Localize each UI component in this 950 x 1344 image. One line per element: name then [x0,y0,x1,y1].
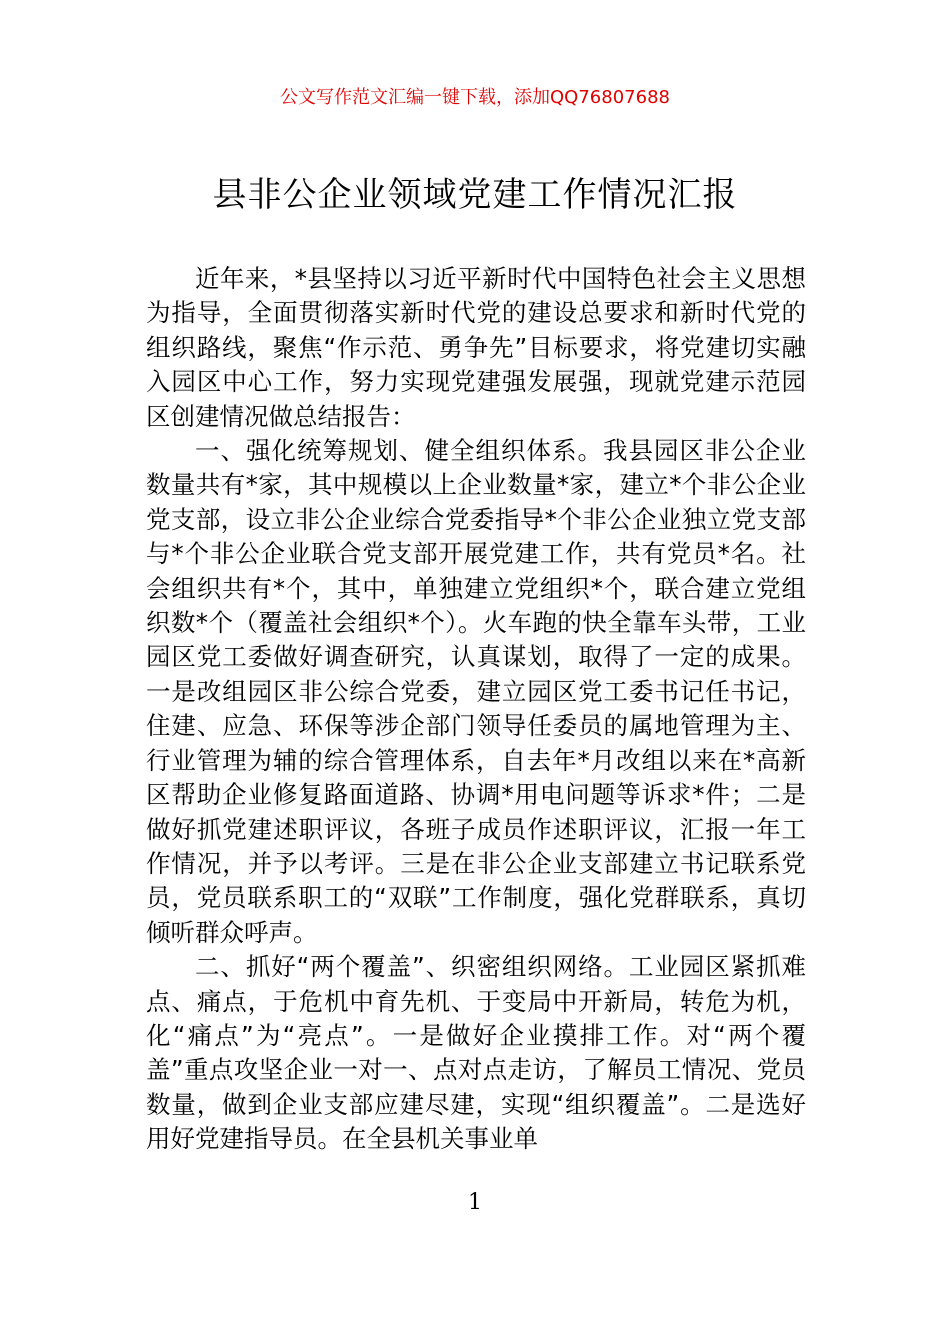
body-paragraph-section-two: 二、抓好“两个覆盖”、织密组织网络。工业园区紧抓难点、痛点，于危机中育先机、于变局中开新局，转危为机，化“痛点”为“亮点”。一是做好企业摸排工作。对“两个覆盖”重点攻坚企业一对一、点对点走访，了解员工情况、党员数量，做到企业支部应建尽建，实现“组织覆盖”。二是选好用好党建指导员。在全县机关事业单 [146,952,806,1154]
page-number: 1 [468,1190,482,1215]
body-paragraph-section-one: 一、强化统筹规划、健全组织体系。我县园区非公企业数量共有*家，其中规模以上企业数量*家，建立*个非公企业党支部，设立非公企业综合党委指导*个非公企业独立党支部与*个非公企业联合党支部开展党建工作，共有党员*名。社会组织共有*个，其中，单独建立党组织*个，联合建立党组织数*个（覆盖社会组织*个）。火车跑的快全靠车头带，工业园区党工委做好调查研究，认真谋划，取得了一定的成果。一是改组园区非公综合党委，建立园区党工委书记任书记，住建、应急、环保等涉企部门领导任委员的属地管理为主、行业管理为辅的综合管理体系，自去年*月改组以来在*高新区帮助企业修复路面道路、协调*用电问题等诉求*件；二是做好抓党建述职评议，各班子成员作述职评议，汇报一年工作情况，并予以考评。三是在非公企业支部建立书记联系党员，党员联系职工的“双联”工作制度，强化党群联系，真切倾听群众呼声。 [146,436,806,947]
document-body [146,262,806,1157]
document-title: 县非公企业领域党建工作情况汇报 [212,175,738,215]
body-paragraph-intro: 近年来，*县坚持以习近平新时代中国特色社会主义思想为指导，全面贯彻落实新时代党的建设总要求和新时代党的组织路线，聚焦“作示范、勇争先”目标要求，将党建切实融入园区中心工作，努力实现党建强发展强，现就党建示范园区创建情况做总结报告： [146,264,806,431]
header-banner: 公文写作范文汇编一键下载，添加QQ76807688 [280,87,670,108]
